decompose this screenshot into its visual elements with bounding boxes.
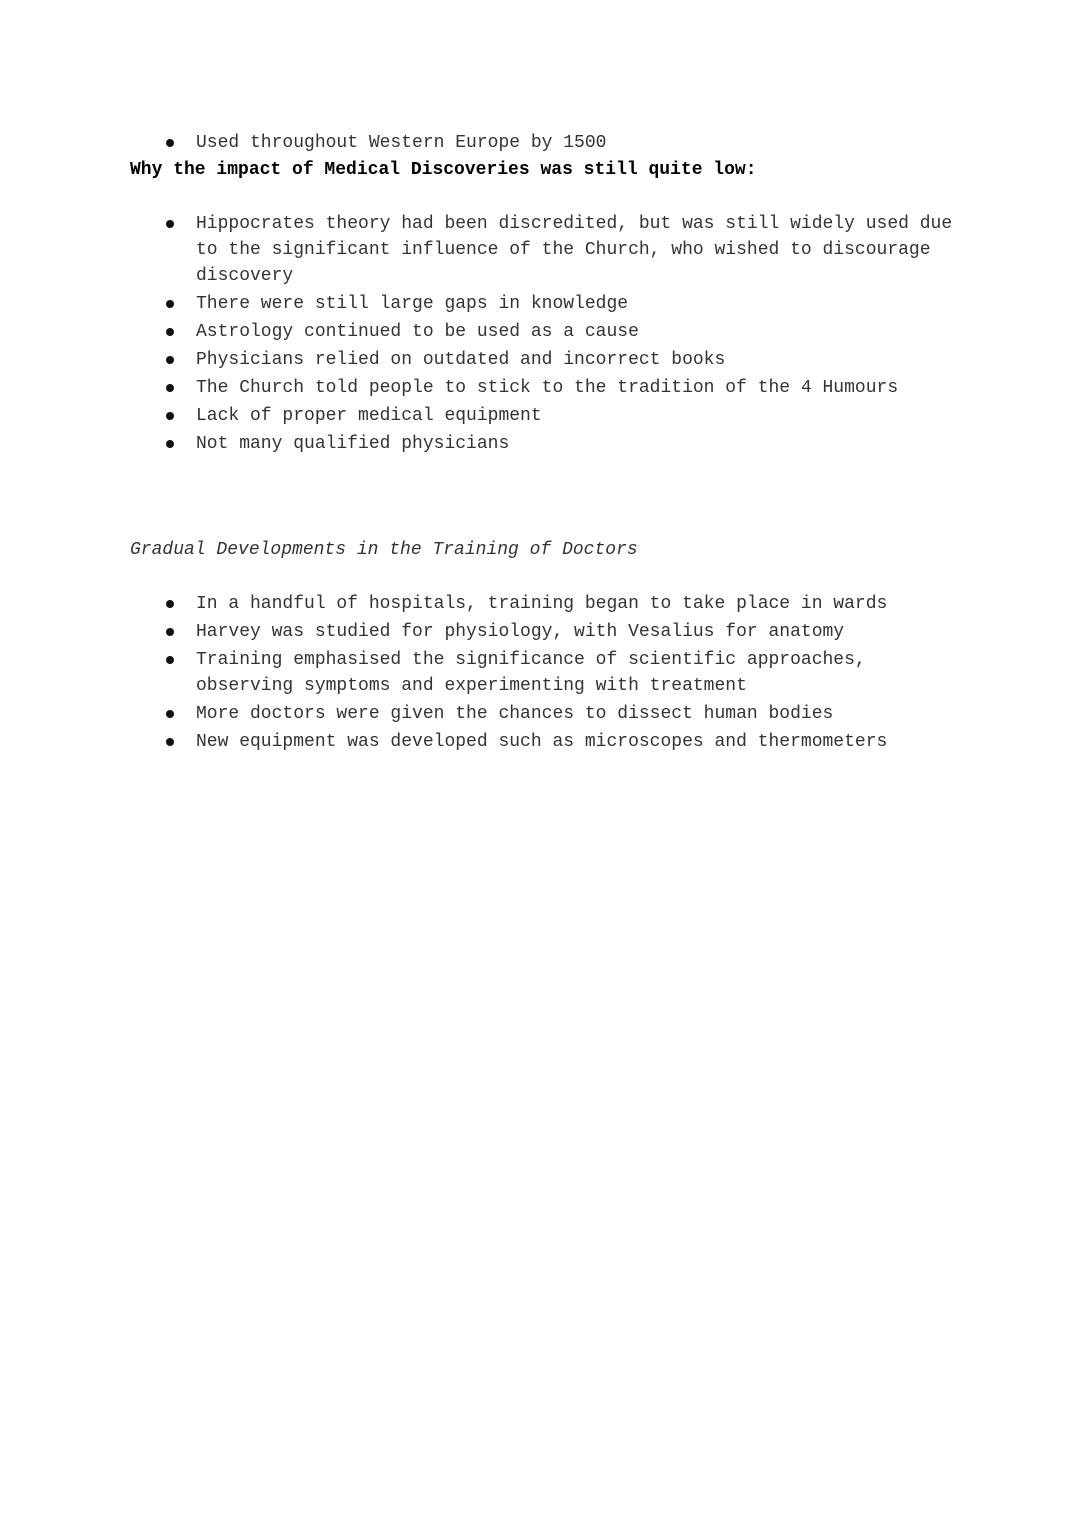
list-item-text: New equipment was developed such as microscopes and thermometers xyxy=(196,732,888,752)
list-item xyxy=(0,403,956,429)
bullet-icon xyxy=(166,139,174,147)
bullet-icon xyxy=(166,412,174,420)
bullet-icon xyxy=(166,384,174,392)
list-item xyxy=(0,347,956,373)
bullet-icon xyxy=(166,328,174,336)
list-item-text: Training emphasised the significance of scientific approaches, observing symptoms and experimenting with treatment xyxy=(196,650,866,696)
bullet-icon xyxy=(166,600,174,608)
list-item xyxy=(0,701,956,727)
list-item xyxy=(0,591,956,617)
list-item-text: There were still large gaps in knowledge xyxy=(196,294,629,314)
section-heading-why: Why the impact of Medical Discoveries was still quite low: xyxy=(130,160,757,180)
section-heading-training: Gradual Developments in the Training of Doctors xyxy=(130,540,638,560)
bullet-icon xyxy=(166,628,174,636)
list-item xyxy=(0,319,956,345)
list-item xyxy=(0,431,956,457)
why-bullet-list xyxy=(0,211,1080,459)
bullet-icon xyxy=(166,356,174,364)
bullet-icon xyxy=(166,440,174,448)
list-item xyxy=(0,130,956,156)
list-item-text: More doctors were given the chances to dissect human bodies xyxy=(196,704,834,724)
list-item-text: Harvey was studied for physiology, with Vesalius for anatomy xyxy=(196,622,845,642)
list-item xyxy=(0,375,956,401)
list-item-text: Hippocrates theory had been discredited, but was still widely used due to the significant influence of the Church, who wished to discourage discovery xyxy=(196,214,953,286)
list-item-text: Used throughout Western Europe by 1500 xyxy=(196,133,607,153)
list-item xyxy=(0,619,956,645)
top-bullet-list xyxy=(0,130,1080,158)
list-item xyxy=(0,729,956,755)
bullet-icon xyxy=(166,738,174,746)
list-item xyxy=(0,211,956,289)
list-item-text: Lack of proper medical equipment xyxy=(196,406,542,426)
bullet-icon xyxy=(166,710,174,718)
list-item-text: Physicians relied on outdated and incorrect books xyxy=(196,350,726,370)
list-item xyxy=(0,647,956,699)
bullet-icon xyxy=(166,220,174,228)
list-item-text: Not many qualified physicians xyxy=(196,434,510,454)
list-item-text: Astrology continued to be used as a cause xyxy=(196,322,639,342)
list-item-text: In a handful of hospitals, training began to take place in wards xyxy=(196,594,888,614)
bullet-icon xyxy=(166,300,174,308)
list-item xyxy=(0,291,956,317)
bullet-icon xyxy=(166,656,174,664)
training-bullet-list xyxy=(0,591,1080,757)
list-item-text: The Church told people to stick to the tradition of the 4 Humours xyxy=(196,378,899,398)
